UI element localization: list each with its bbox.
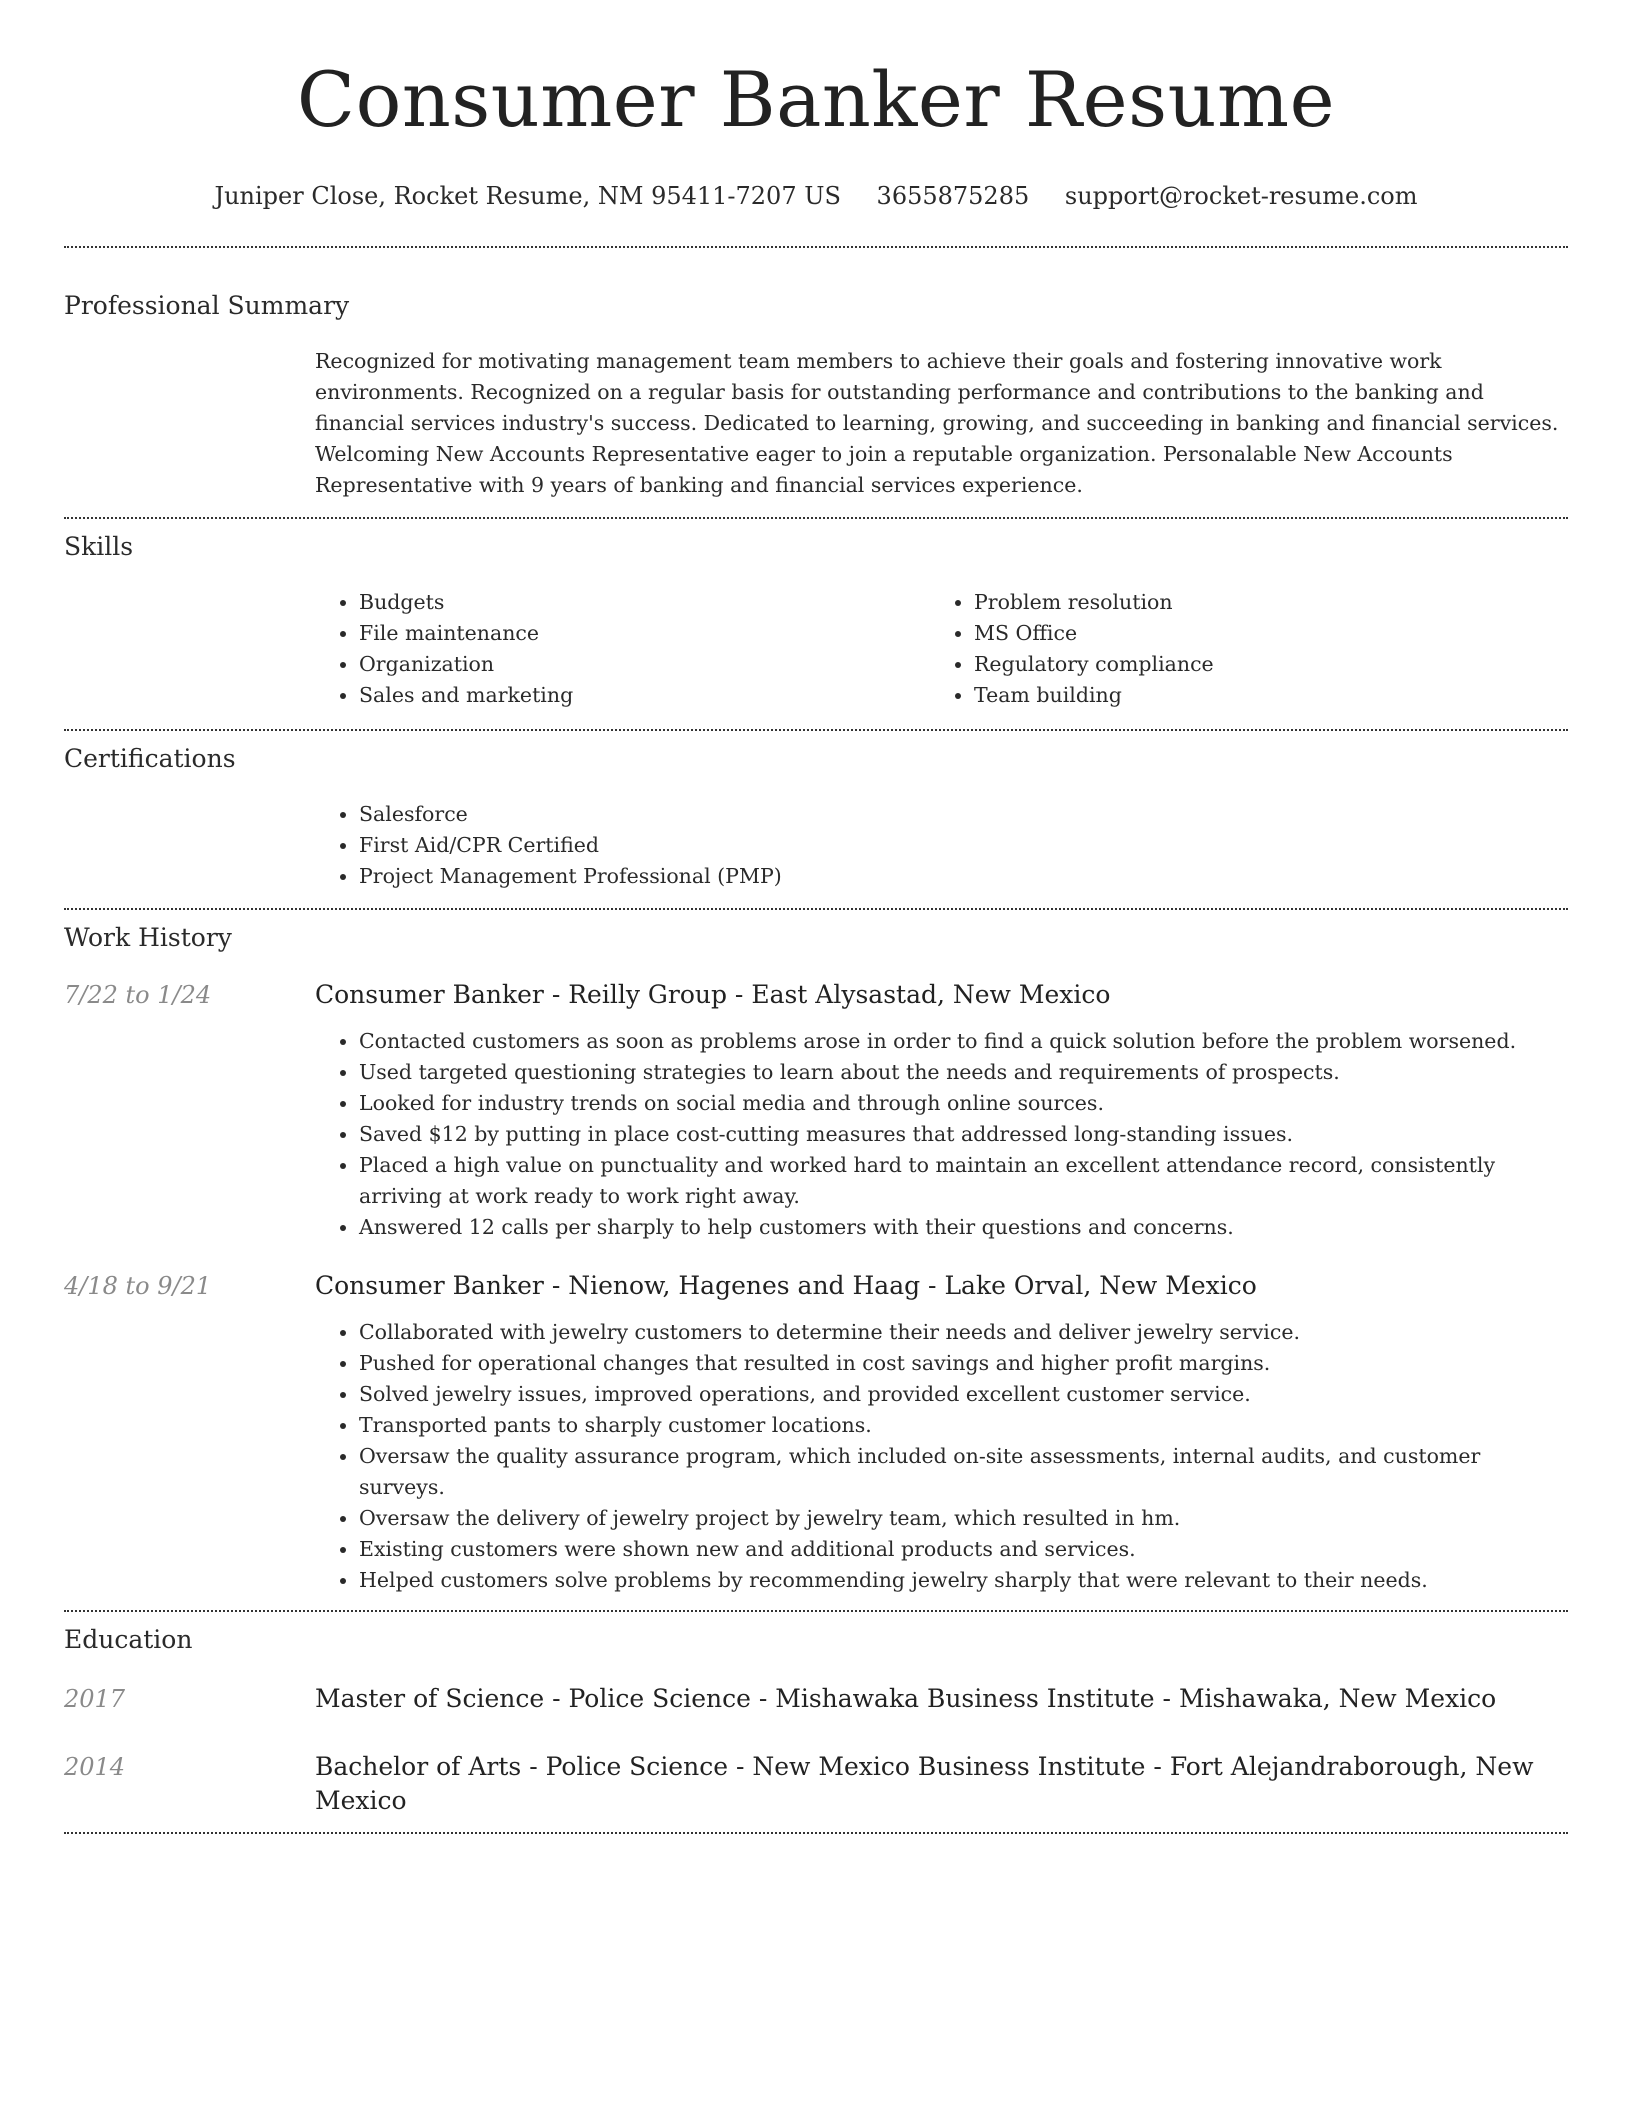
contact-email: support@rocket-resume.com — [1064, 182, 1418, 210]
job-bullet: • Placed a high value on punctuality and worked hard to maintain an excellent attendance record, consistently arriving at work ready to work right away. — [359, 1150, 1568, 1212]
skills-grid — [315, 587, 1568, 711]
section-divider — [64, 1832, 1568, 1834]
job-entry — [64, 978, 1568, 1243]
summary-section — [64, 290, 1568, 501]
job-entry — [64, 1269, 1568, 1596]
job-bullet: • Solved jewelry issues, improved operations, and provided excellent customer service. — [359, 1379, 1568, 1410]
job-bullet: • Contacted customers as soon as problems arose in order to find a quick solution before the problem worsened. — [359, 1026, 1568, 1057]
skill-item: • Budgets — [359, 587, 930, 618]
certification-item: • Salesforce — [359, 799, 1568, 830]
job-title: Consumer Banker - Reilly Group - East Alysastad, New Mexico — [315, 980, 1111, 1009]
certification-item: • First Aid/CPR Certified — [359, 830, 1568, 861]
education-year: 2017 — [64, 1685, 126, 1713]
skills-heading: Skills — [64, 532, 134, 561]
summary-heading: Professional Summary — [64, 291, 350, 320]
job-bullet: • Saved $12 by putting in place cost-cutting measures that addressed long-standing issues. — [359, 1119, 1568, 1150]
job-bullet: • Collaborated with jewelry customers to determine their needs and deliver jewelry service. — [359, 1317, 1568, 1348]
education-year: 2014 — [64, 1753, 126, 1781]
contact-phone: 3655875285 — [876, 182, 1030, 210]
job-bullet: • Used targeted questioning strategies to learn about the needs and requirements of prospects. — [359, 1057, 1568, 1088]
job-bullet: • Oversaw the delivery of jewelry project by jewelry team, which resulted in hm. — [359, 1503, 1568, 1534]
summary-text: Recognized for motivating management team members to achieve their goals and fostering innovative work environments. Recognized on a regular basis for outstanding performance and contributions to the banking and financial services industry's success. Dedicated to learning, growing, and succeeding in banking and financial services. Welcoming New Accounts Representative eager to join a reputable organization. Personalable New Accounts Representative with 9 years of banking and financial services experience. — [315, 349, 1559, 497]
job-dates: 4/18 to 9/21 — [64, 1272, 212, 1300]
education-degree: Bachelor of Arts - Police Science - New Mexico Business Institute - Fort Alejandraborough, New Mexico — [315, 1752, 1534, 1815]
job-bullet: • Pushed for operational changes that resulted in cost savings and higher profit margins. — [359, 1348, 1568, 1379]
contact-line — [64, 180, 1568, 212]
contact-address: Juniper Close, Rocket Resume, NM 95411-7207 US — [214, 182, 841, 210]
skill-item: • Sales and marketing — [359, 680, 930, 711]
skill-item: • File maintenance — [359, 618, 930, 649]
job-details — [315, 978, 1568, 1243]
job-bullet: • Looked for industry trends on social media and through online sources. — [359, 1088, 1568, 1119]
job-bullet: • Answered 12 calls per sharply to help customers with their questions and concerns. — [359, 1212, 1568, 1243]
resume-title: Consumer Banker Resume — [296, 55, 1336, 144]
skill-item: • Regulatory compliance — [974, 649, 1545, 680]
certifications-list — [315, 799, 1568, 892]
job-title: Consumer Banker - Nienow, Hagenes and Haag - Lake Orval, New Mexico — [315, 1271, 1257, 1300]
skill-item: • Team building — [974, 680, 1545, 711]
job-details — [315, 1269, 1568, 1596]
job-bullet: • Existing customers were shown new and additional products and services. — [359, 1534, 1568, 1565]
education-section — [64, 1612, 1568, 1818]
skills-column-left — [315, 587, 930, 711]
job-dates: 7/22 to 1/24 — [64, 981, 212, 1009]
education-entry — [64, 1750, 1568, 1818]
section-divider — [64, 246, 1568, 248]
education-degree: Master of Science - Police Science - Mishawaka Business Institute - Mishawaka, New Mexico — [315, 1684, 1497, 1713]
certifications-section — [64, 731, 1568, 892]
certifications-heading: Certifications — [64, 744, 236, 773]
work-history-section — [64, 910, 1568, 1596]
skills-column-right — [930, 587, 1545, 711]
skill-item: • Problem resolution — [974, 587, 1545, 618]
certification-item: • Project Management Professional (PMP) — [359, 861, 1568, 892]
job-bullet: • Transported pants to sharply customer locations. — [359, 1410, 1568, 1441]
work-history-heading: Work History — [64, 923, 232, 952]
skills-section — [64, 519, 1568, 711]
education-entry — [64, 1682, 1568, 1716]
skill-item: • MS Office — [974, 618, 1545, 649]
job-bullet: • Helped customers solve problems by recommending jewelry sharply that were relevant to their needs. — [359, 1565, 1568, 1596]
job-bullet: • Oversaw the quality assurance program, which included on-site assessments, internal audits, and customer surveys. — [359, 1441, 1568, 1503]
education-heading: Education — [64, 1625, 193, 1654]
skill-item: • Organization — [359, 649, 930, 680]
